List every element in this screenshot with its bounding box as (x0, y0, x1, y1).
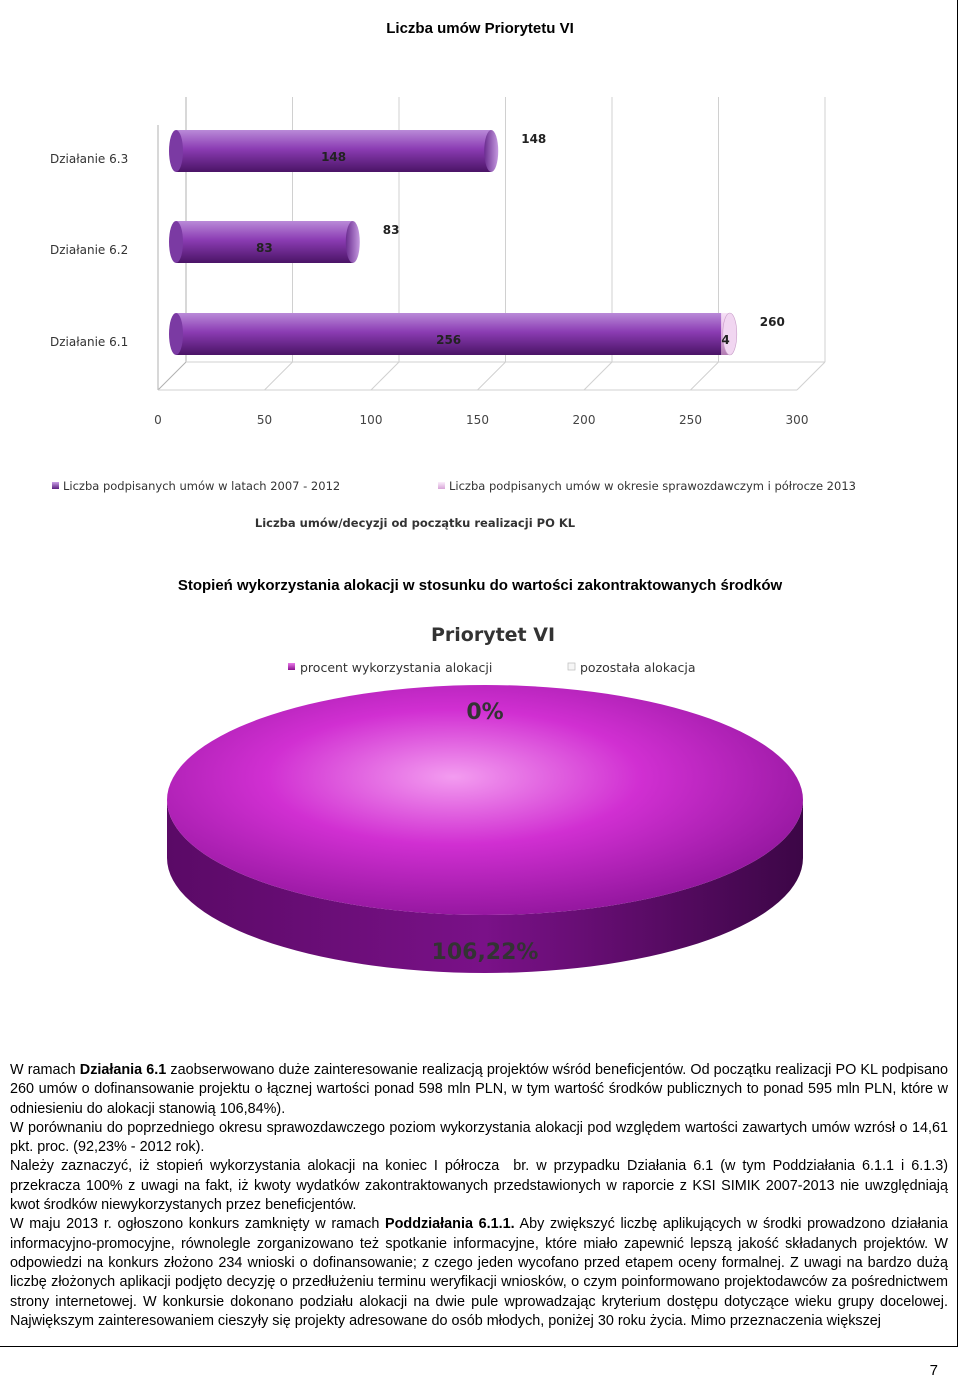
bar-xtick-label: 100 (359, 413, 383, 427)
bar-xtick-label: 250 (679, 413, 702, 427)
bar-total-label: 260 (759, 315, 785, 329)
bar-category-label: Działanie 6.1 (50, 335, 129, 349)
bar-cap-end (484, 130, 498, 172)
bar-xtick-label: 300 (785, 413, 809, 427)
bar-value-label-2013: 4 (721, 333, 730, 347)
legend-swatch-2007-2012 (52, 482, 59, 489)
legend-label-2007-2012: Liczba podpisanych umów w latach 2007 - 2012 (63, 479, 341, 493)
bar-cap-start (169, 130, 183, 172)
legend-swatch-2013 (438, 482, 445, 489)
chart1-heading: Liczba umów Priorytetu VI (386, 20, 574, 37)
bar-xtick-label: 200 (572, 413, 596, 427)
bar-chart-categories (50, 152, 128, 349)
body-text (10, 1061, 948, 1331)
paragraph-3: Należy zaznaczyć, iż stopień wykorzystania alokacji na koniec I półrocza br. w przypadku Działania 6.1 (w tym Poddziałania 6.1.1 i 6.1.3) przekracza 100% z uwagi na fakt, iż kwoty wydatków zakontraktowanych przedstawionych w raporcie z KSI SIMIK 2007-2013 nie uwzględniają kwot środków niewykorzystanych przez beneficjentów. (10, 1158, 948, 1214)
pie-chart-legend (288, 660, 696, 675)
bar-xtick-label: 50 (256, 413, 273, 427)
bar-cap-end (346, 221, 360, 263)
bar-xtick-label: 150 (466, 413, 489, 427)
bar-chart-bars (169, 130, 785, 355)
bar-category-label: Działanie 6.2 (50, 243, 129, 257)
page-number: 7 (929, 1362, 938, 1379)
pie-label-used: 106,22% (431, 940, 539, 965)
bar-floor-gridline (478, 362, 506, 390)
bar-value-label: 256 (436, 333, 462, 347)
bar-chart-xticks (154, 413, 808, 427)
legend-label-used: procent wykorzystania alokacji (300, 660, 493, 675)
bar-floor-gridline (371, 362, 399, 390)
bar-cap-start (169, 313, 183, 355)
bar-floor-gridline (691, 362, 719, 390)
bar-category-label: Działanie 6.3 (50, 152, 129, 166)
bar-total-label: 148 (521, 132, 547, 146)
paragraph-2: W porównaniu do poprzedniego okresu sprawozdawczego poziom wykorzystania alokacji pod względem wartości zawartych umów wzrósł o 14,61 pkt. proc. (92,23% - 2012 rok). (10, 1119, 948, 1156)
legend-label-remaining: pozostała alokacja (580, 660, 696, 675)
contracts-bar-chart (30, 85, 930, 540)
pie-chart-title: Priorytet VI (430, 624, 556, 646)
bar-chart-title: Liczba umów/decyzji od początku realizacji PO KL (254, 516, 576, 530)
bar-floor-gridline (584, 362, 612, 390)
legend-label-2013: Liczba podpisanych umów w okresie sprawozdawczym i półrocze 2013 (449, 479, 856, 493)
chart2-heading: Stopień wykorzystania alokacji w stosunku do wartości zakontraktowanych środków (177, 577, 783, 594)
legend-swatch-remaining (568, 663, 575, 670)
bar-chart-legend (52, 479, 856, 493)
paragraph-4: W maju 2013 r. ogłoszono konkurs zamknięty w ramach Poddziałania 6.1.1. Aby zwiększyć liczbę aplikujących w środki prowadzono działania informacyjno-promocyjne, równolegle zorganizowano też spotkanie informacyjne, które miało zapewnić lepszą jakość składanych projektów. W odpowiedzi na konkurs złożono 234 wnioski o dofinansowanie; z czego jeden wycofano przed etapem oceny formalnej. Z uwagi na bardzo dużą liczbę złożonych aplikacji podjęto decyzję o przedłużeniu terminu weryfikacji wniosków, o czym poinformowano projektodawców za pośrednictwem strony internetowej. W konkursie dokonano podziału alokacji na dwie pule wprowadzając kryterium dostępu dotyczące wieku grupy docelowej. Największym zainteresowaniem cieszyły się projekty adresowane do osób młodych, poniżej 30 roku życia. Mimo przeznaczenia większej (10, 1216, 948, 1329)
bar-xtick-label: 0 (154, 413, 162, 427)
bar-cap-start (169, 221, 183, 263)
paragraph-1: W ramach Działania 6.1 zaobserwowano duże zainteresowanie realizacją projektów wśród beneficjentów. Od początku realizacji PO KL podpisano 260 umów o dofinansowanie projektu o łącznej wartości ponad 598 mln PLN, w tym wartość środków publicznych to ponad 595 mln PLN, które w odniesieniu do alokacji stanowią 106,84%). (10, 1062, 948, 1117)
bar-floor-gridline (797, 362, 825, 390)
bar-floor-edge (158, 362, 186, 390)
bar-value-label: 83 (256, 241, 273, 255)
bar-floor-gridline (265, 362, 293, 390)
pie-label-remaining: 0% (466, 700, 504, 725)
bar-value-label: 148 (321, 150, 347, 164)
allocation-pie-chart (150, 615, 830, 1035)
pie-chart-slices (167, 685, 803, 973)
legend-swatch-used (288, 663, 295, 670)
bar-total-label: 83 (382, 223, 400, 237)
